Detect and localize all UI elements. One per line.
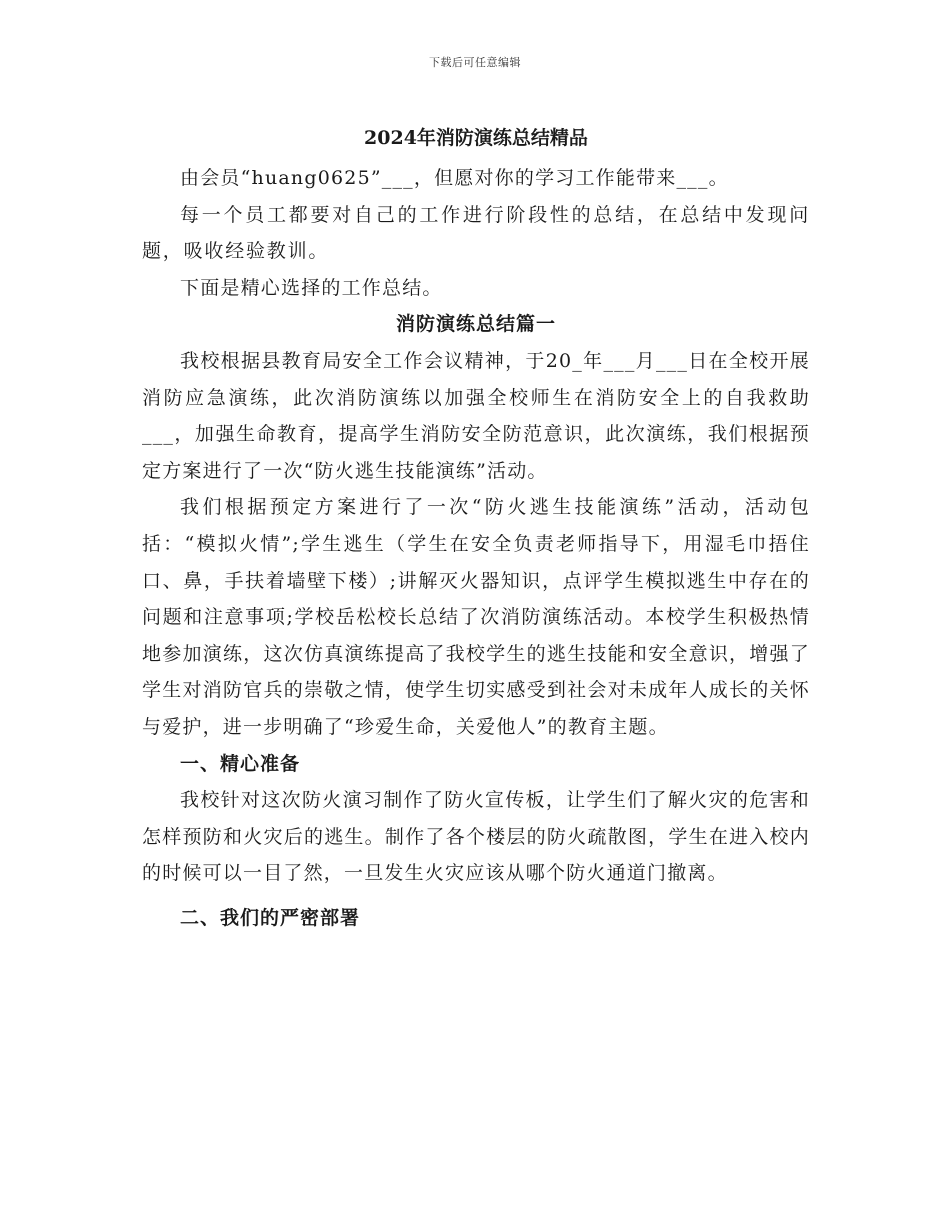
intro-paragraph-2: 每一个员工都要对自己的工作进行阶段性的总结，在总结中发现问题，吸收经验教训。 (142, 203, 810, 263)
body-paragraph-1: 我校根据县教育局安全工作会议精神，于20_年___月___日在全校开展消防应急演练，此次消防演练以加强全校师生在消防安全上的自我救助___，加强生命教育，提高学生消防安全防范意识，此次演练，我们根据预定方案进行了一次“防火逃生技能演练”活动。 (142, 349, 810, 482)
header-note: 下载后可任意编辑 (429, 56, 521, 69)
body-paragraph-2: 我们根据预定方案进行了一次“防火逃生技能演练”活动，活动包括：“模拟火情”;学生逃生（学生在安全负责老师指导下，用湿毛巾捂住口、鼻，手扶着墙壁下楼）;讲解灭火器知识，点评学生模拟逃生中存在的问题和注意事项;学校岳松校长总结了次消防演练活动。本校学生积极热情地参加演练，这次仿真演练提高了我校学生的逃生技能和安全意识，增强了学生对消防官兵的崇敬之情，使学生切实感受到社会对未成年人成长的关怀与爱护，进一步明确了“珍爱生命，关爱他人”的教育主题。 (142, 496, 810, 738)
document-title: 2024年消防演练总结精品 (364, 127, 588, 149)
section-title: 消防演练总结篇一 (395, 313, 556, 336)
document-body (142, 124, 810, 936)
intro-paragraph-1: 由会员“huang0625”___，但愿对你的学习工作能带来___。 (180, 167, 729, 189)
subsection-2-heading: 二、我们的严密部署 (180, 906, 361, 929)
subsection-1-paragraph: 我校针对这次防火演习制作了防火宣传板，让学生们了解火灾的危害和怎样预防和火灾后的逃生。制作了各个楼层的防火疏散图，学生在进入校内的时候可以一目了然，一旦发生火灾应该从哪个防火通道门撤离。 (142, 789, 810, 885)
subsection-1-heading: 一、精心准备 (180, 752, 301, 775)
intro-paragraph-3: 下面是精心选择的工作总结。 (180, 276, 443, 299)
